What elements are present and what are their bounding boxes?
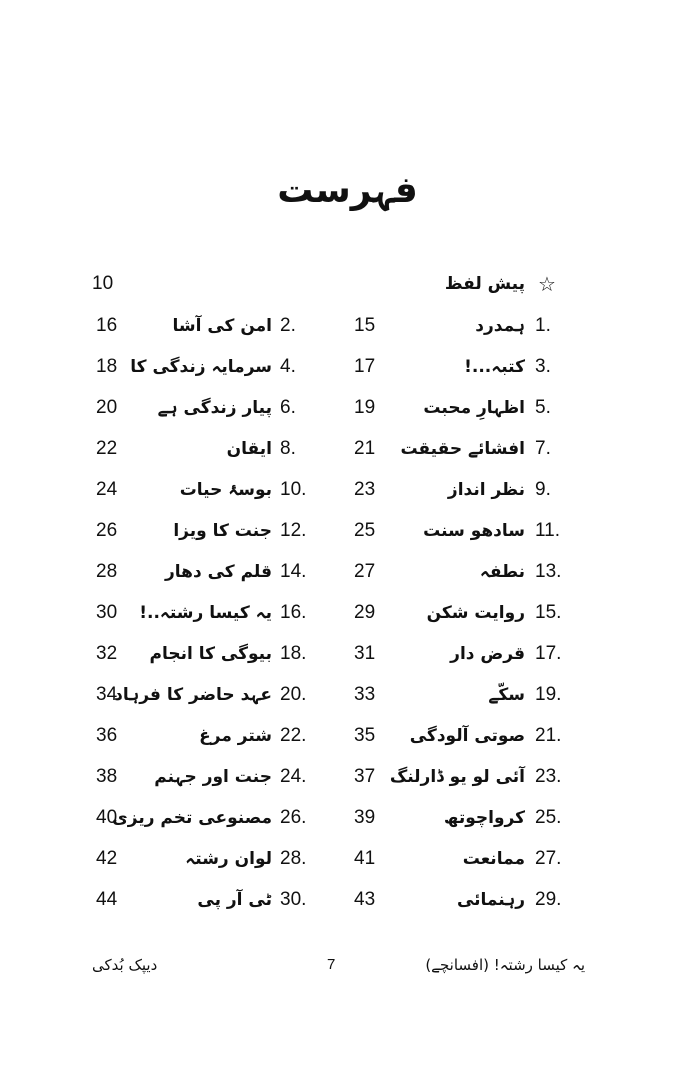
left-entry-number: 16.: [280, 602, 307, 623]
right-entry-page: 35: [354, 725, 376, 746]
right-entry-page: 33: [354, 684, 376, 705]
right-entry-number: 29.: [535, 889, 562, 910]
toc-row: [0, 552, 695, 592]
left-entry-number: 22.: [280, 725, 307, 746]
left-entry-title: پیار زندگی ہے: [157, 398, 272, 418]
toc-row: [0, 306, 695, 346]
toc-row: [0, 470, 695, 510]
left-entry-title: جنت اور جہنم: [154, 767, 272, 787]
right-entry-page: 31: [354, 643, 376, 664]
left-entry-number: 20.: [280, 684, 307, 705]
toc-row: [0, 347, 695, 387]
left-entry-page: 18: [96, 356, 118, 377]
left-entry-page: 26: [96, 520, 118, 541]
preface-title: پیش لفظ: [444, 274, 525, 294]
left-entry-page: 16: [96, 315, 118, 336]
right-entry-page: 41: [354, 848, 376, 869]
right-entry-page: 25: [354, 520, 376, 541]
preface-row: [0, 264, 695, 304]
left-entry-title: شتر مرغ: [199, 726, 272, 746]
toc-row: [0, 880, 695, 920]
page-title: فہرست: [277, 170, 418, 211]
left-entry-number: 30.: [280, 889, 307, 910]
left-entry-number: 8.: [280, 438, 296, 459]
right-entry-title: کتبہ...!: [464, 357, 525, 377]
left-entry-number: 18.: [280, 643, 307, 664]
right-entry-number: 17.: [535, 643, 562, 664]
left-entry-title: امن کی آشا: [172, 316, 272, 336]
left-entry-page: 28: [96, 561, 118, 582]
star-outline-icon: ☆: [538, 272, 556, 296]
right-entry-number: 13.: [535, 561, 562, 582]
right-entry-page: 23: [354, 479, 376, 500]
right-entry-title: کرواچوتھ: [443, 808, 525, 828]
left-entry-page: 34: [96, 684, 118, 705]
right-entry-page: 43: [354, 889, 376, 910]
toc-row: [0, 593, 695, 633]
toc-row: [0, 511, 695, 551]
right-entry-page: 21: [354, 438, 376, 459]
right-entry-page: 37: [354, 766, 376, 787]
right-entry-number: 1.: [535, 315, 551, 336]
left-entry-title: بوسۂ حیات: [179, 480, 272, 500]
right-entry-number: 25.: [535, 807, 562, 828]
toc-row: [0, 388, 695, 428]
right-entry-page: 19: [354, 397, 376, 418]
preface-page: 10: [92, 273, 114, 294]
left-entry-title: سرمایہ زندگی کا: [130, 357, 272, 377]
right-entry-title: صوتی آلودگی: [409, 726, 525, 746]
right-entry-number: 3.: [535, 356, 551, 377]
right-entry-number: 23.: [535, 766, 562, 787]
right-entry-title: سکّے: [488, 685, 525, 705]
right-entry-number: 5.: [535, 397, 551, 418]
left-entry-page: 40: [96, 807, 118, 828]
right-entry-page: 39: [354, 807, 376, 828]
right-entry-number: 27.: [535, 848, 562, 869]
right-entry-number: 9.: [535, 479, 551, 500]
left-entry-page: 20: [96, 397, 118, 418]
right-entry-title: افشائے حقیقت: [400, 439, 525, 459]
left-entry-title: جنت کا ویزا: [173, 521, 272, 541]
right-entry-number: 11.: [535, 520, 561, 541]
left-entry-page: 36: [96, 725, 118, 746]
left-entry-page: 44: [96, 889, 118, 910]
left-entry-number: 4.: [280, 356, 296, 377]
footer-page-number: 7: [327, 956, 336, 973]
right-entry-page: 29: [354, 602, 376, 623]
left-entry-title: عہد حاضر کا فرہاد: [114, 685, 272, 705]
left-entry-number: 28.: [280, 848, 307, 869]
left-entry-title: بیوگی کا انجام: [149, 644, 272, 664]
toc-row: [0, 429, 695, 469]
right-entry-number: 21.: [535, 725, 562, 746]
left-entry-number: 26.: [280, 807, 307, 828]
left-entry-page: 24: [96, 479, 118, 500]
footer-author: دیپک بُدکی: [92, 956, 158, 974]
left-entry-title: لوان رشتہ: [185, 849, 272, 869]
right-entry-title: نطفہ: [479, 562, 525, 582]
toc-row: [0, 634, 695, 674]
left-entry-title: یہ کیسا رشتہ..!: [139, 603, 272, 623]
right-entry-title: اظہارِ محبت: [423, 398, 525, 418]
left-entry-title: ٹی آر پی: [197, 890, 272, 910]
left-entry-title: مصنوعی تخم ریزی: [112, 808, 272, 828]
right-entry-title: ہمدرد: [475, 316, 525, 336]
right-entry-number: 7.: [535, 438, 551, 459]
right-entry-page: 27: [354, 561, 376, 582]
right-entry-title: رہنمائی: [456, 890, 525, 910]
right-entry-number: 15.: [535, 602, 562, 623]
left-entry-page: 30: [96, 602, 118, 623]
left-entry-number: 10.: [280, 479, 307, 500]
right-entry-title: آئی لو یو ڈارلنگ: [389, 767, 525, 787]
toc-row: [0, 716, 695, 756]
left-entry-number: 14.: [280, 561, 307, 582]
right-entry-title: سادھو سنت: [423, 521, 525, 541]
right-entry-title: قرض دار: [450, 644, 525, 664]
left-entry-number: 2.: [280, 315, 296, 336]
toc-row: [0, 757, 695, 797]
left-entry-page: 22: [96, 438, 118, 459]
right-entry-title: نظر انداز: [447, 480, 525, 500]
left-entry-page: 38: [96, 766, 118, 787]
left-entry-number: 24.: [280, 766, 307, 787]
left-entry-page: 32: [96, 643, 118, 664]
right-entry-page: 17: [354, 356, 376, 377]
toc-row: [0, 675, 695, 715]
right-entry-title: ممانعت: [462, 849, 525, 869]
left-entry-title: ایقان: [226, 439, 272, 459]
left-entry-title: قلم کی دھار: [164, 562, 272, 582]
left-entry-number: 12.: [280, 520, 307, 541]
left-entry-number: 6.: [280, 397, 296, 418]
footer-book-title: یہ کیسا رشتہ! (افسانچے): [425, 956, 585, 974]
right-entry-title: روایت شکن: [426, 603, 525, 623]
left-entry-page: 42: [96, 848, 118, 869]
toc-row: [0, 798, 695, 838]
right-entry-number: 19.: [535, 684, 562, 705]
toc-row: [0, 839, 695, 879]
right-entry-page: 15: [354, 315, 376, 336]
